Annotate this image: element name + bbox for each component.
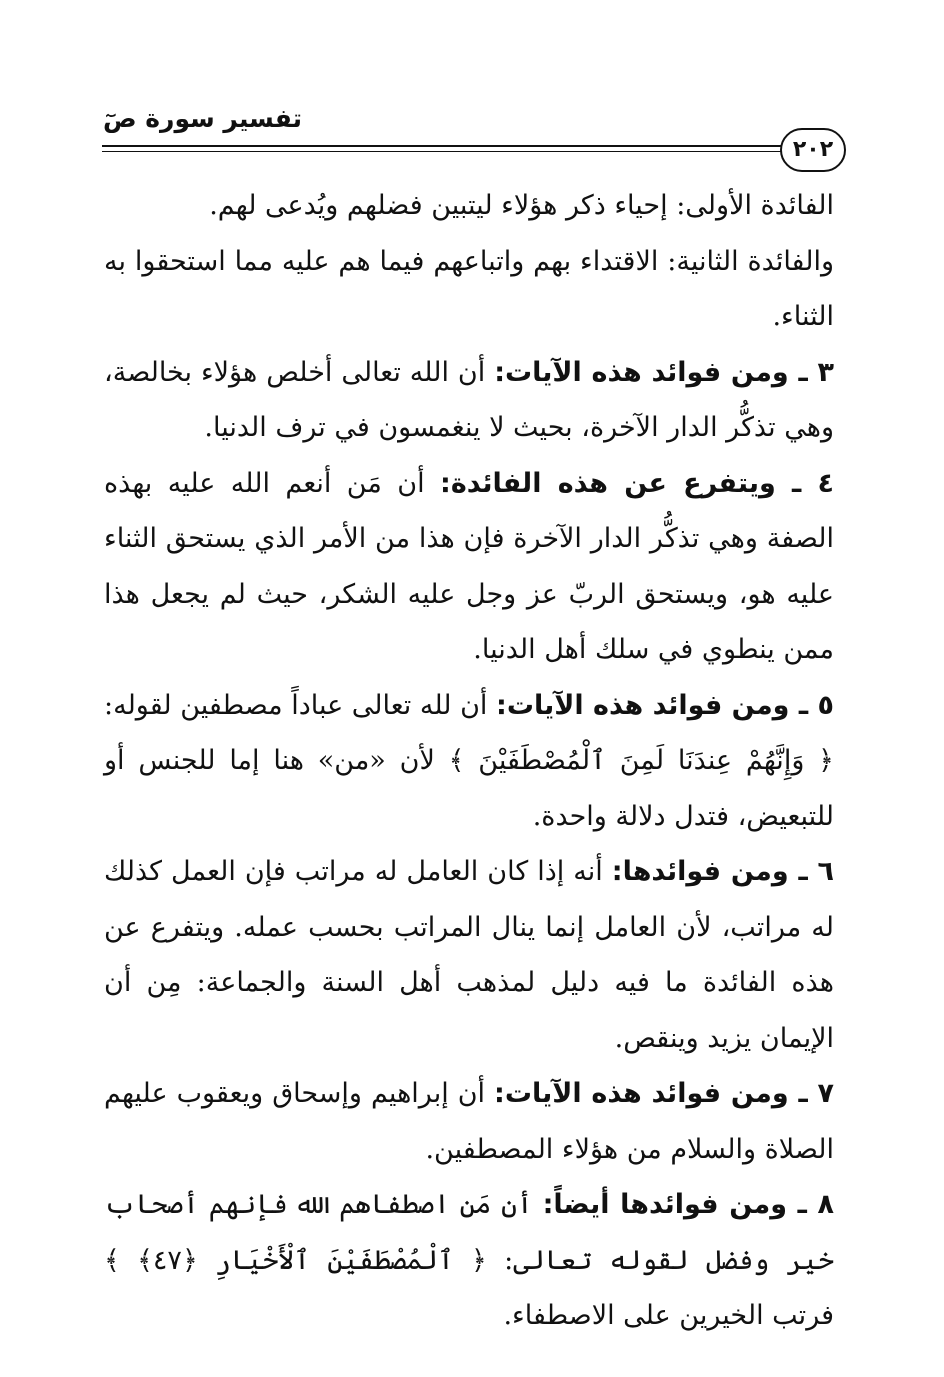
paragraph-text: الفائدة الأولى: إحياء ذكر هؤلاء ليتبين فضلهم ويُدعى لهم. — [209, 190, 834, 221]
paragraph-benefit-second — [104, 234, 834, 345]
quran-verse: ﴿ ٱلْمُصْطَفَيْنَ ٱلْأَخْيَارِ ﴿٤٧﴾ ﴾ — [104, 1244, 505, 1276]
paragraph-benefit-first — [104, 178, 834, 234]
body-text — [104, 178, 834, 1344]
paragraph-text: أن مَن أنعم الله عليه بهذه الصفة وهي تذكُّر الدار الآخرة فإن هذا من الأمر الذي يستحق الثناء عليه هو، ويستحق الربّ عز وجل عليه الشكر، حيث لم يجعل هذا ممن ينطوي في سلك أهل الدنيا. — [104, 467, 834, 665]
header-divider — [102, 145, 784, 147]
paragraph-point-7 — [104, 1066, 834, 1177]
paragraph-point-8 — [104, 1177, 834, 1344]
paragraph-lead: ٨ ـ ومن فوائدها أيضاً: — [542, 1189, 835, 1220]
paragraph-point-4 — [104, 456, 834, 678]
paragraph-point-6 — [104, 844, 834, 1066]
header-divider-thin — [102, 151, 784, 152]
paragraph-text: أن لله تعالى عباداً مصطفين لقوله: — [104, 689, 497, 721]
paragraph-point-3 — [104, 345, 834, 456]
paragraph-text: أن مَن اصطفاهم الله فإنهم أصحاب خير وفضل لقوله تعالى: — [104, 1189, 834, 1276]
paragraph-text: أن الله تعالى أخلص هؤلاء بخالصة، وهي تذكُّر الدار الآخرة، بحيث لا ينغمسون في ترف الدنيا. — [104, 356, 834, 443]
paragraph-lead: ٧ ـ ومن فوائد هذه الآيات: — [494, 1078, 834, 1109]
paragraph-text: أن إبراهيم وإسحاق ويعقوب عليهم الصلاة والسلام من هؤلاء المصطفين. — [104, 1078, 834, 1165]
paragraph-lead: ٦ ـ ومن فوائدها: — [611, 856, 835, 887]
quran-verse: ﴿ وَإِنَّهُمْ عِندَنَا لَمِنَ ٱلْمُصْطَفَيْنَ ﴾ — [434, 745, 834, 776]
paragraph-point-5 — [104, 678, 834, 845]
paragraph-text: والفائدة الثانية: الاقتداء بهم واتباعهم فيما هم عليه مما استحقوا به الثناء. — [104, 245, 834, 332]
page-number-badge: ٢٠٢ — [780, 128, 846, 172]
paragraph-tail: فرتب الخيرين على الاصطفاء. — [503, 1300, 834, 1331]
paragraph-lead: ٣ ـ ومن فوائد هذه الآيات: — [494, 356, 834, 388]
paragraph-lead: ٤ ـ ويتفرع عن هذه الفائدة: — [440, 467, 834, 499]
paragraph-lead: ٥ ـ ومن فوائد هذه الآيات: — [496, 689, 834, 721]
running-header-title: تفسير سورة صٓ — [102, 104, 302, 133]
paragraph-tail: لأن «من» هنا إما للجنس أو للتبعيض، فتدل دلالة واحدة. — [104, 745, 834, 832]
paragraph-text: أنه إذا كان العامل له مراتب فإن العمل كذلك له مراتب، لأن العامل إنما ينال المراتب بحسب عمله. ويتفرع عن هذه الفائدة ما فيه دليل لمذهب أهل السنة والجماعة: مِن أن الإيمان يزيد وينقص. — [104, 856, 834, 1054]
